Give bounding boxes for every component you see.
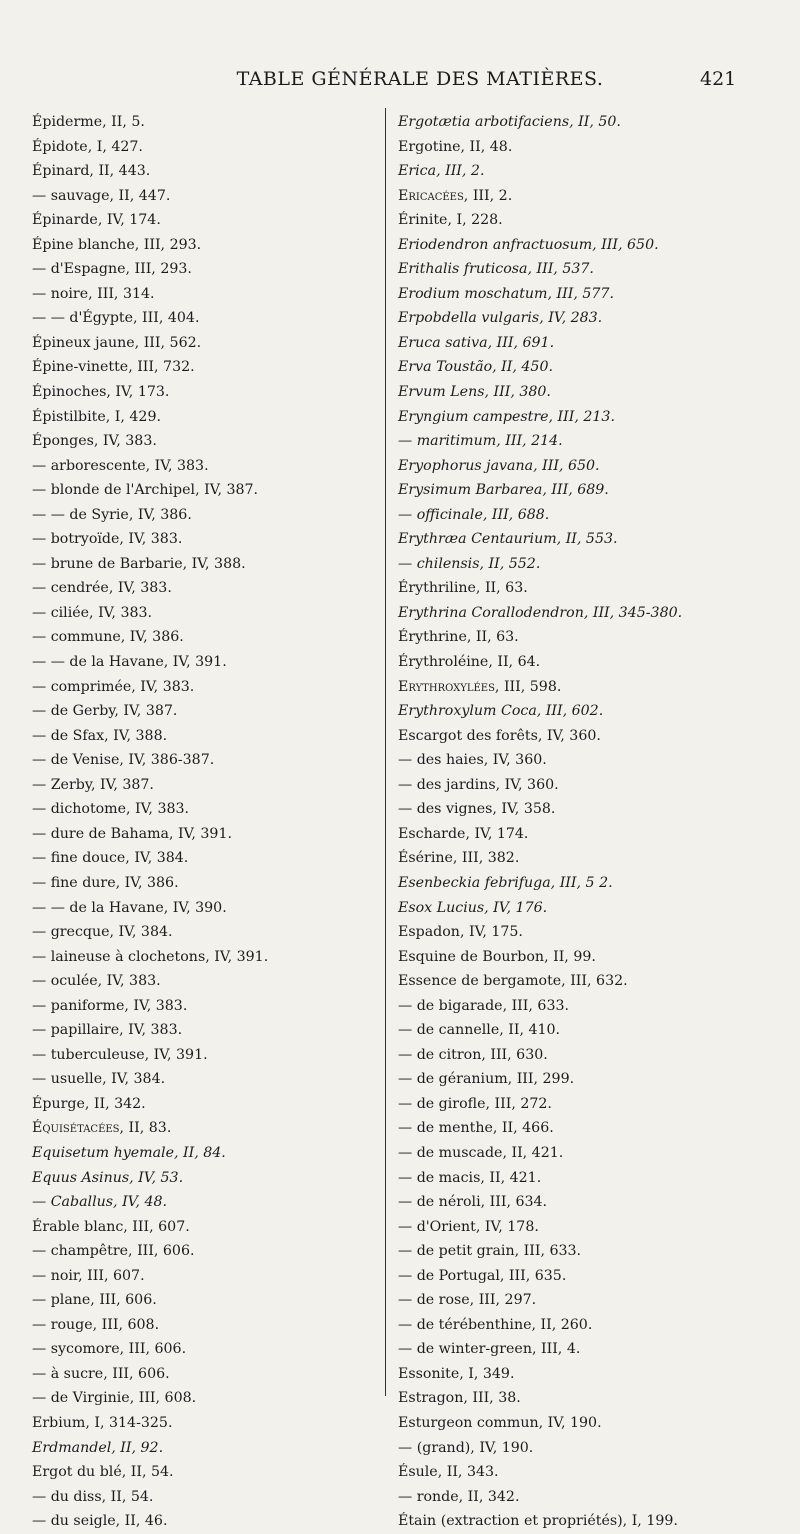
index-entry: Erythroxylum Coca, III, 602. <box>398 703 604 720</box>
index-entry: Épinoches, IV, 173. <box>32 384 170 401</box>
index-entry: — arborescente, IV, 383. <box>32 457 209 474</box>
index-column-left <box>32 110 372 1534</box>
index-entry: — de winter-green, III, 4. <box>398 1341 581 1358</box>
index-entry: Équisétacées, II, 83. <box>32 1120 172 1137</box>
index-entry: Escargot des forêts, IV, 360. <box>398 727 601 744</box>
index-entry: Épistilbite, I, 429. <box>32 408 161 425</box>
index-entry: — de citron, III, 630. <box>398 1046 548 1063</box>
index-entry: Essence de bergamote, III, 632. <box>398 973 628 990</box>
index-entry: Étain (extraction et propriétés), I, 199. <box>398 1513 678 1530</box>
index-entry: — des vignes, IV, 358. <box>398 801 556 818</box>
index-entry: Épine-vinette, III, 732. <box>32 359 195 376</box>
index-entry: — commune, IV, 386. <box>32 629 184 646</box>
index-entry: — ronde, II, 342. <box>398 1488 520 1505</box>
index-entry: — cendrée, IV, 383. <box>32 580 172 597</box>
index-entry: — de Venise, IV, 386-387. <box>32 752 215 769</box>
index-entry: — sycomore, III, 606. <box>32 1341 187 1358</box>
index-entry: — ciliée, IV, 383. <box>32 604 153 621</box>
index-entry: — des jardins, IV, 360. <box>398 776 559 793</box>
index-entry: Estragon, III, 38. <box>398 1390 521 1407</box>
index-entry: Épidote, I, 427. <box>32 138 143 155</box>
index-entry: Equisetum hyemale, II, 84. <box>32 1144 226 1161</box>
index-entry: Espadon, IV, 175. <box>398 924 523 941</box>
index-entry: Erva Toustão, II, 450. <box>398 359 553 376</box>
index-entry: Esox Lucius, IV, 176. <box>398 899 548 916</box>
index-entry: Érythriline, II, 63. <box>398 580 528 597</box>
index-entry: — botryoïde, IV, 383. <box>32 531 183 548</box>
index-entry: Eriodendron anfractuosum, III, 650. <box>398 236 659 253</box>
index-entry: — sauvage, II, 447. <box>32 187 171 204</box>
index-entry: Eryngium campestre, III, 213. <box>398 408 615 425</box>
index-entry: — de Sfax, IV, 388. <box>32 727 168 744</box>
index-entry: — du diss, II, 54. <box>32 1488 154 1505</box>
index-entry: Érythroléine, II, 64. <box>398 654 541 671</box>
index-entry: — de menthe, II, 466. <box>398 1120 554 1137</box>
index-column-right <box>398 110 788 1534</box>
index-entry: Erodium moschatum, III, 577. <box>398 285 614 302</box>
index-entry: — de Virginie, III, 608. <box>32 1390 197 1407</box>
index-entry: Ésule, II, 343. <box>398 1464 499 1481</box>
page-number: 421 <box>700 68 737 90</box>
index-entry: — des haies, IV, 360. <box>398 752 547 769</box>
index-entry: Erithalis fruticosa, III, 537. <box>398 261 594 278</box>
index-entry: Érinite, I, 228. <box>398 212 503 229</box>
index-entry: Épinard, II, 443. <box>32 163 151 180</box>
index-entry: — — de Syrie, IV, 386. <box>32 506 192 523</box>
index-entry: Erdmandel, II, 92. <box>32 1439 164 1456</box>
index-entry: — fine dure, IV, 386. <box>32 874 179 891</box>
index-entry: — de muscade, II, 421. <box>398 1144 564 1161</box>
index-entry: — plane, III, 606. <box>32 1292 157 1309</box>
index-entry: — à sucre, III, 606. <box>32 1365 170 1382</box>
index-entry: Épurge, II, 342. <box>32 1095 146 1112</box>
index-entry: Esenbeckia febrifuga, III, 5 2. <box>398 874 613 891</box>
index-entry: — oculée, IV, 383. <box>32 973 161 990</box>
index-entry: — laineuse à clochetons, IV, 391. <box>32 948 269 965</box>
index-entry: Ésérine, III, 382. <box>398 850 520 867</box>
index-entry: Épiderme, II, 5. <box>32 114 145 130</box>
index-entry: Épine blanche, III, 293. <box>32 236 202 253</box>
index-entry: — de girofle, III, 272. <box>398 1095 552 1112</box>
index-entry: — brune de Barbarie, IV, 388. <box>32 555 246 572</box>
index-entry: Esquine de Bourbon, II, 99. <box>398 948 596 965</box>
index-entry: — grecque, IV, 384. <box>32 924 173 941</box>
index-entry: — Caballus, IV, 48. <box>32 1194 168 1211</box>
index-entry: Eruca sativa, III, 691. <box>398 334 555 351</box>
index-entry: — (grand), IV, 190. <box>398 1439 534 1456</box>
index-entry: — blonde de l'Archipel, IV, 387. <box>32 482 259 499</box>
index-entry: — de cannelle, II, 410. <box>398 1022 561 1039</box>
index-entry: Erysimum Barbarea, III, 689. <box>398 482 609 499</box>
index-entry: — fine douce, IV, 384. <box>32 850 189 867</box>
index-entry: — rouge, III, 608. <box>32 1316 160 1333</box>
index-entry: — de Portugal, III, 635. <box>398 1267 567 1284</box>
index-entry: Eryophorus javana, III, 650. <box>398 457 600 474</box>
index-entry: Épinarde, IV, 174. <box>32 212 161 229</box>
index-entry: — tuberculeuse, IV, 391. <box>32 1046 208 1063</box>
index-entry: — du seigle, II, 46. <box>32 1513 168 1530</box>
index-entry: — usuelle, IV, 384. <box>32 1071 166 1088</box>
index-entry: Érable blanc, III, 607. <box>32 1218 190 1235</box>
index-entry: — maritimum, III, 214. <box>398 433 563 450</box>
index-entry: — papillaire, IV, 383. <box>32 1022 183 1039</box>
index-entry: — — d'Égypte, III, 404. <box>32 310 200 327</box>
index-entry: — de bigarade, III, 633. <box>398 997 570 1014</box>
index-entry: Éponges, IV, 383. <box>32 433 157 450</box>
index-entry: — officinale, III, 688. <box>398 506 550 523</box>
index-entry: Erpobdella vulgaris, IV, 283. <box>398 310 603 327</box>
index-entry: — chilensis, II, 552. <box>398 555 541 572</box>
index-entry: Ergotætia arbotifaciens, II, 50. <box>398 114 621 130</box>
index-entry: — d'Orient, IV, 178. <box>398 1218 539 1235</box>
index-entry: Essonite, I, 349. <box>398 1365 515 1382</box>
index-entry: Equus Asinus, IV, 53. <box>32 1169 184 1186</box>
index-entry: Épineux jaune, III, 562. <box>32 334 202 351</box>
index-entry: Ervum Lens, III, 380. <box>398 384 551 401</box>
index-entry: — — de la Havane, IV, 391. <box>32 654 227 671</box>
index-entry: — de térébenthine, II, 260. <box>398 1316 593 1333</box>
index-entry: — noire, III, 314. <box>32 285 155 302</box>
index-entry: Escharde, IV, 174. <box>398 825 529 842</box>
page-title: TABLE GÉNÉRALE DES MATIÈRES. <box>236 68 604 90</box>
index-entry: — de géranium, III, 299. <box>398 1071 575 1088</box>
index-entry: — de petit grain, III, 633. <box>398 1243 582 1260</box>
index-entry: — dure de Bahama, IV, 391. <box>32 825 232 842</box>
index-entry: Ergot du blé, II, 54. <box>32 1464 174 1481</box>
index-entry: — noir, III, 607. <box>32 1267 145 1284</box>
index-entry: Erica, III, 2. <box>398 163 485 180</box>
index-entry: — de Gerby, IV, 387. <box>32 703 178 720</box>
index-entry: — de rose, III, 297. <box>398 1292 537 1309</box>
index-entry: Ergotine, II, 48. <box>398 138 513 155</box>
index-entry: — comprimée, IV, 383. <box>32 678 195 695</box>
index-entry: — de néroli, III, 634. <box>398 1194 548 1211</box>
index-entry: Esturgeon commun, IV, 190. <box>398 1414 602 1431</box>
index-entry: Erythroxylées, III, 598. <box>398 678 562 695</box>
column-divider <box>385 108 386 1396</box>
index-entry: — champêtre, III, 606. <box>32 1243 195 1260</box>
index-entry: Érythrine, II, 63. <box>398 629 519 646</box>
index-entry: — d'Espagne, III, 293. <box>32 261 192 278</box>
index-entry: — paniforme, IV, 383. <box>32 997 188 1014</box>
index-entry: Erythrina Corallodendron, III, 345-380. <box>398 604 683 621</box>
index-entry: Ericacées, III, 2. <box>398 187 513 204</box>
index-entry: — Zerby, IV, 387. <box>32 776 154 793</box>
index-entry: — — de la Havane, IV, 390. <box>32 899 227 916</box>
index-entry: — de macis, II, 421. <box>398 1169 542 1186</box>
index-entry: Erbium, I, 314-325. <box>32 1414 173 1431</box>
index-entry: — dichotome, IV, 383. <box>32 801 190 818</box>
index-entry: Erythræa Centaurium, II, 553. <box>398 531 618 548</box>
